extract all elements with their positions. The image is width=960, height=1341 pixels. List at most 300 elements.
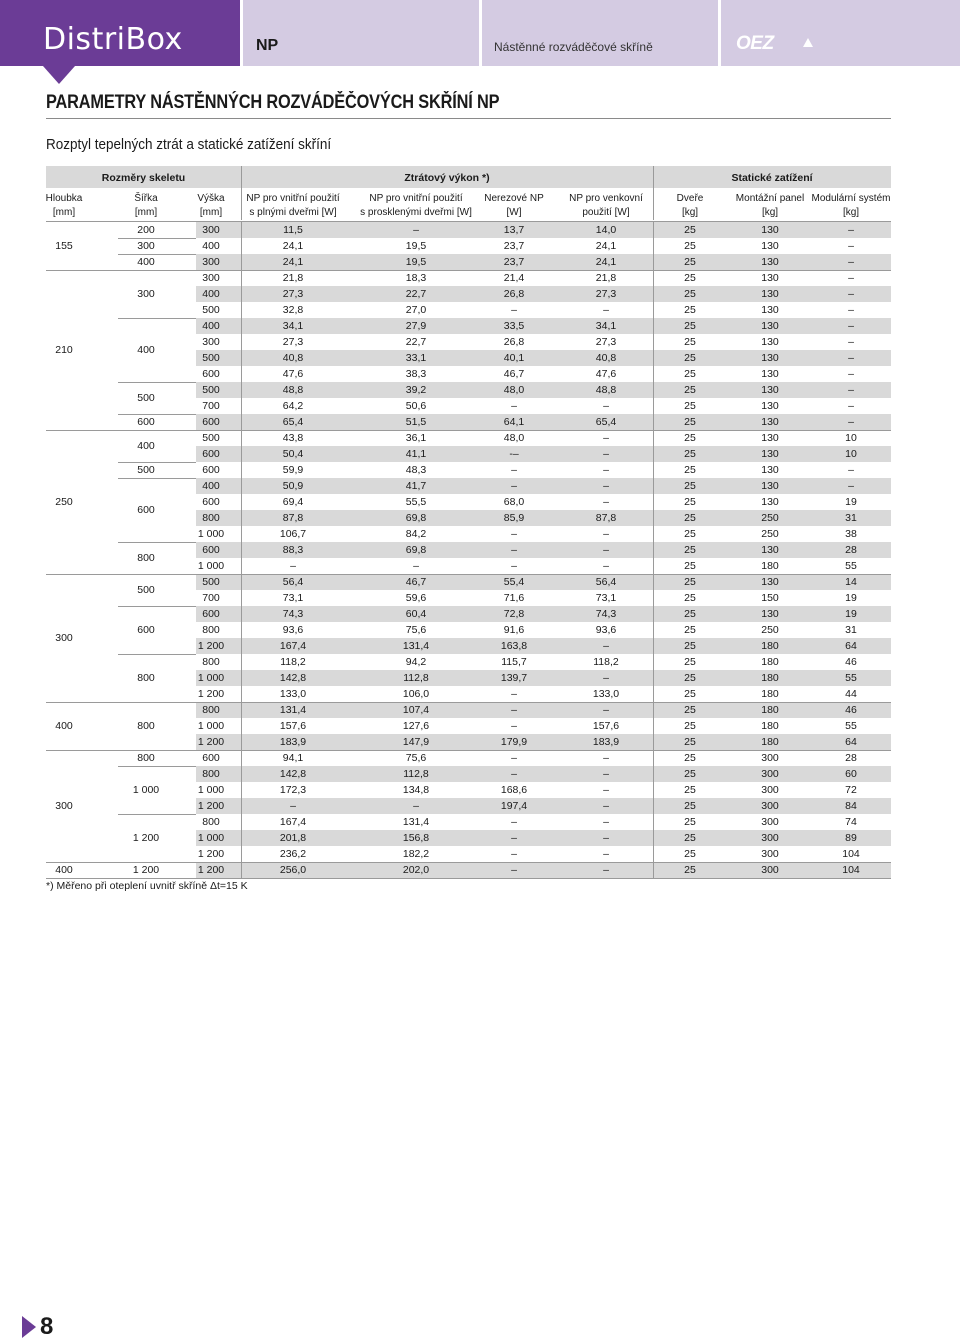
section-name: Nástěnné rozváděčové skříně <box>494 40 653 54</box>
logo-triangle-icon <box>803 38 813 47</box>
table-cell: 25 <box>684 320 696 332</box>
table-cell: 39,2 <box>405 384 427 396</box>
table-cell: – <box>511 544 517 556</box>
table-cell: 147,9 <box>402 736 430 748</box>
table-cell: 88,3 <box>282 544 304 556</box>
table-cell: – <box>511 864 517 876</box>
table-cell: – <box>603 544 609 556</box>
table-cell: 400 <box>202 240 220 252</box>
table-cell: 74 <box>845 816 857 828</box>
table-cell: 130 <box>761 272 779 284</box>
table-cell: – <box>603 784 609 796</box>
table-cell: 1 000 <box>197 560 225 572</box>
width-cell: 1 200 <box>132 864 160 876</box>
table-cell: 47,6 <box>282 368 304 380</box>
table-cell: 800 <box>202 768 220 780</box>
table-cell: 64,2 <box>282 400 304 412</box>
table-cell: 180 <box>761 736 779 748</box>
table-cell: 163,8 <box>500 640 528 652</box>
table-cell: 33,5 <box>503 320 525 332</box>
table-cell: 25 <box>684 672 696 684</box>
table-cell: 50,4 <box>282 448 304 460</box>
table-cell: – <box>848 304 854 316</box>
width-divider <box>118 318 196 319</box>
table-cell: 250 <box>761 528 779 540</box>
table-cell: 32,8 <box>282 304 304 316</box>
table-cell: 300 <box>761 800 779 812</box>
table-cell: – <box>603 480 609 492</box>
depth-divider <box>46 878 891 879</box>
table-cell: 84,2 <box>405 528 427 540</box>
table-cell: 179,9 <box>500 736 528 748</box>
column-header: Hloubka <box>45 193 83 204</box>
table-cell: 40,8 <box>595 352 617 364</box>
table-cell: – <box>848 288 854 300</box>
table-cell: 27,3 <box>595 336 617 348</box>
table-cell: 800 <box>202 512 220 524</box>
column-header: Nerezové NP <box>484 193 544 204</box>
table-cell: 600 <box>202 368 220 380</box>
title-rule <box>46 118 891 119</box>
table-cell: 800 <box>202 656 220 668</box>
width-cell: 600 <box>137 504 155 516</box>
width-divider <box>118 574 196 575</box>
product-block <box>243 0 479 66</box>
table-cell: – <box>848 400 854 412</box>
table-cell: 25 <box>684 704 696 716</box>
table-cell: 700 <box>202 400 220 412</box>
table-cell: 25 <box>684 480 696 492</box>
table-cell: 1 000 <box>197 832 225 844</box>
width-divider <box>118 606 196 607</box>
table-cell: – <box>603 848 609 860</box>
table-cell: 134,8 <box>402 784 430 796</box>
column-header: NP pro venkovní <box>569 193 643 204</box>
table-cell: 180 <box>761 640 779 652</box>
column-header: NP pro vnitřní použití <box>246 193 340 204</box>
row-shade <box>196 798 891 814</box>
table-cell: 130 <box>761 368 779 380</box>
width-cell: 300 <box>137 288 155 300</box>
table-cell: 130 <box>761 432 779 444</box>
table-cell: 91,6 <box>503 624 525 636</box>
width-divider <box>118 478 196 479</box>
table-cell: 68,0 <box>503 496 525 508</box>
table-cell: – <box>603 672 609 684</box>
table-cell: 51,5 <box>405 416 427 428</box>
depth-cell: 400 <box>55 720 73 732</box>
table-cell: – <box>511 752 517 764</box>
table-cell: – <box>848 464 854 476</box>
table-cell: 168,6 <box>500 784 528 796</box>
table-cell: 24,1 <box>595 240 617 252</box>
table-cell: 131,4 <box>402 640 430 652</box>
page-header <box>0 0 960 66</box>
width-cell: 800 <box>137 720 155 732</box>
table-cell: 183,9 <box>592 736 620 748</box>
table-cell: – <box>511 304 517 316</box>
table-cell: 800 <box>202 816 220 828</box>
brand-notch <box>43 66 75 84</box>
width-cell: 1 200 <box>132 832 160 844</box>
table-cell: 48,8 <box>595 384 617 396</box>
depth-cell: 300 <box>55 632 73 644</box>
table-cell: 93,6 <box>282 624 304 636</box>
width-divider <box>118 542 196 543</box>
table-cell: 10 <box>845 432 857 444</box>
table-cell: 48,3 <box>405 464 427 476</box>
table-cell: 131,4 <box>402 816 430 828</box>
table-cell: 69,8 <box>405 512 427 524</box>
table-cell: 41,7 <box>405 480 427 492</box>
column-header: [mm] <box>134 207 158 218</box>
table-cell: 130 <box>761 384 779 396</box>
width-cell: 800 <box>137 672 155 684</box>
table-cell: 1 200 <box>197 848 225 860</box>
table-cell: 600 <box>202 608 220 620</box>
depth-cell: 400 <box>55 864 73 876</box>
column-header: [kg] <box>761 207 779 218</box>
table-cell: 500 <box>202 384 220 396</box>
table-cell: – <box>511 560 517 572</box>
table-cell: 25 <box>684 256 696 268</box>
table-cell: 25 <box>684 800 696 812</box>
table-cell: 89 <box>845 832 857 844</box>
table-cell: 800 <box>202 624 220 636</box>
depth-cell: 210 <box>55 344 73 356</box>
table-cell: 118,2 <box>280 656 306 668</box>
logo-block <box>721 0 960 66</box>
table-cell: 180 <box>761 704 779 716</box>
width-divider <box>118 702 196 703</box>
table-cell: 10 <box>845 448 857 460</box>
column-divider <box>241 222 242 878</box>
column-header: Modulární systém <box>811 193 891 204</box>
table-cell: 130 <box>761 400 779 412</box>
table-cell: 72 <box>845 784 857 796</box>
table-cell: 71,6 <box>503 592 525 604</box>
table-cell: 27,3 <box>282 336 304 348</box>
table-cell: 600 <box>202 448 220 460</box>
table-cell: 19 <box>845 592 857 604</box>
table-cell: 22,7 <box>405 288 427 300</box>
width-divider <box>118 382 196 383</box>
table-cell: 25 <box>684 224 696 236</box>
table-cell: – <box>848 352 854 364</box>
table-cell: 41,1 <box>405 448 427 460</box>
table-cell: 31 <box>845 624 857 636</box>
table-cell: 94,1 <box>282 752 304 764</box>
table-cell: 250 <box>761 624 779 636</box>
table-cell: 65,4 <box>595 416 617 428</box>
table-cell: 115,7 <box>501 656 527 668</box>
table-cell: 19 <box>845 496 857 508</box>
table-cell: 23,7 <box>503 256 525 268</box>
table-cell: 48,8 <box>282 384 304 396</box>
table-cell: 106,0 <box>402 688 430 700</box>
table-cell: – <box>511 704 517 716</box>
table-cell: 14,0 <box>595 224 617 236</box>
table-cell: 27,0 <box>405 304 427 316</box>
table-cell: 46,7 <box>503 368 525 380</box>
width-divider <box>118 750 196 751</box>
table-cell: 130 <box>761 608 779 620</box>
table-cell: 600 <box>202 752 220 764</box>
table-cell: 21,8 <box>282 272 304 284</box>
column-header: [kg] <box>681 207 699 218</box>
table-cell: – <box>511 816 517 828</box>
table-cell: 167,4 <box>279 816 307 828</box>
table-cell: 24,1 <box>282 240 304 252</box>
table-cell: – <box>603 800 609 812</box>
depth-cell: 155 <box>55 240 73 252</box>
table-cell: 400 <box>202 288 220 300</box>
width-divider <box>118 766 196 767</box>
width-divider <box>118 270 196 271</box>
table-cell: 142,8 <box>279 768 307 780</box>
table-cell: -– <box>509 448 519 460</box>
table-cell: 1 200 <box>197 800 225 812</box>
table-cell: 300 <box>761 864 779 876</box>
table-cell: 300 <box>761 752 779 764</box>
table-cell: 400 <box>202 480 220 492</box>
table-cell: 74,3 <box>282 608 304 620</box>
table-cell: 1 200 <box>197 640 225 652</box>
product-name: NP <box>256 37 279 54</box>
table-cell: 106,7 <box>279 528 307 540</box>
table-cell: 25 <box>684 608 696 620</box>
table-cell: 21,4 <box>503 272 525 284</box>
table-cell: 59,9 <box>282 464 304 476</box>
table-cell: 197,4 <box>500 800 528 812</box>
page-number: 8 <box>40 1313 54 1340</box>
table-cell: 25 <box>684 304 696 316</box>
table-cell: 104 <box>842 864 860 876</box>
table-cell: 25 <box>684 352 696 364</box>
width-cell: 300 <box>137 240 155 252</box>
table-cell: 300 <box>761 848 779 860</box>
table-cell: 19 <box>845 608 857 620</box>
table-cell: 25 <box>684 384 696 396</box>
table-cell: 256,0 <box>279 864 307 876</box>
table-cell: 47,6 <box>595 368 617 380</box>
width-cell: 1 000 <box>132 784 160 796</box>
table-cell: 50,6 <box>405 400 427 412</box>
depth-cell: 250 <box>55 496 73 508</box>
table-cell: 27,9 <box>405 320 427 332</box>
column-header: použití [W] <box>582 207 630 218</box>
column-header: [mm] <box>199 207 223 218</box>
table-cell: 93,6 <box>595 624 617 636</box>
table-cell: 59,6 <box>405 592 427 604</box>
table-cell: – <box>413 800 419 812</box>
table-cell: 600 <box>202 416 220 428</box>
brand-block <box>0 0 240 66</box>
table-cell: 25 <box>684 848 696 860</box>
table-cell: 64,1 <box>503 416 525 428</box>
table-cell: – <box>511 768 517 780</box>
table-cell: 23,7 <box>503 240 525 252</box>
table-cell: – <box>603 496 609 508</box>
table-cell: 1 200 <box>197 864 225 876</box>
table-cell: 300 <box>761 768 779 780</box>
table-cell: – <box>511 832 517 844</box>
table-cell: 300 <box>202 224 220 236</box>
group-header: Ztrátový výkon *) <box>404 172 490 184</box>
table-cell: 139,7 <box>500 672 528 684</box>
table-cell: 112,8 <box>403 768 429 780</box>
table-cell: 19,5 <box>405 240 427 252</box>
table-cell: 38,3 <box>405 368 427 380</box>
table-cell: 40,8 <box>282 352 304 364</box>
table-footnote: *) Měřeno při oteplení uvnitř skříně Δt=15 K <box>46 880 248 892</box>
table-cell: 130 <box>761 576 779 588</box>
table-cell: 500 <box>202 304 220 316</box>
table-cell: 130 <box>761 496 779 508</box>
table-cell: – <box>848 384 854 396</box>
table-cell: 500 <box>202 352 220 364</box>
table-cell: 1 000 <box>197 720 225 732</box>
table-cell: 130 <box>761 480 779 492</box>
table-cell: 43,8 <box>282 432 304 444</box>
table-cell: 300 <box>761 816 779 828</box>
table-cell: – <box>603 768 609 780</box>
table-cell: 18,3 <box>405 272 427 284</box>
table-cell: 300 <box>202 256 220 268</box>
group-header: Statické zatížení <box>731 172 813 184</box>
table-cell: 1 200 <box>197 736 225 748</box>
table-cell: 24,1 <box>595 256 617 268</box>
table-cell: – <box>511 720 517 732</box>
width-divider <box>118 814 196 815</box>
table-cell: 250 <box>761 512 779 524</box>
table-cell: 700 <box>202 592 220 604</box>
table-cell: 48,0 <box>503 384 525 396</box>
table-cell: 19,5 <box>405 256 427 268</box>
table-cell: 180 <box>761 688 779 700</box>
table-cell: 180 <box>761 656 779 668</box>
table-cell: 600 <box>202 544 220 556</box>
table-cell: – <box>603 816 609 828</box>
brand-name: DistriBox <box>43 22 183 57</box>
section-block <box>482 0 718 66</box>
header-bottom-rule <box>46 221 891 222</box>
table-cell: 25 <box>684 656 696 668</box>
table-cell: 25 <box>684 464 696 476</box>
table-cell: 25 <box>684 864 696 876</box>
table-cell: 73,1 <box>595 592 617 604</box>
table-cell: 130 <box>761 304 779 316</box>
width-cell: 800 <box>137 552 155 564</box>
table-cell: 167,4 <box>279 640 307 652</box>
table-cell: – <box>603 464 609 476</box>
table-cell: 28 <box>845 752 857 764</box>
table-cell: 25 <box>684 816 696 828</box>
table-cell: 56,4 <box>595 576 617 588</box>
table-cell: – <box>603 704 609 716</box>
width-divider <box>118 862 196 863</box>
table-cell: 201,8 <box>279 832 307 844</box>
table-cell: 104 <box>842 848 860 860</box>
depth-cell: 300 <box>55 800 73 812</box>
table-cell: 133,0 <box>592 688 620 700</box>
table-cell: – <box>603 752 609 764</box>
table-cell: 85,9 <box>503 512 525 524</box>
table-cell: 25 <box>684 576 696 588</box>
table-cell: 236,2 <box>279 848 307 860</box>
table-cell: 44 <box>845 688 857 700</box>
table-cell: 22,7 <box>405 336 427 348</box>
table-cell: 55 <box>845 720 857 732</box>
width-cell: 500 <box>137 464 155 476</box>
table-cell: 48,0 <box>503 432 525 444</box>
table-cell: 87,8 <box>282 512 304 524</box>
table-cell: 1 000 <box>197 528 225 540</box>
width-divider <box>118 654 196 655</box>
table-cell: 25 <box>684 624 696 636</box>
width-cell: 500 <box>137 392 155 404</box>
table-cell: 800 <box>202 704 220 716</box>
table-cell: 1 000 <box>197 784 225 796</box>
table-cell: 64 <box>845 736 857 748</box>
table-cell: 46,7 <box>405 576 427 588</box>
table-cell: – <box>511 400 517 412</box>
table-cell: 25 <box>684 544 696 556</box>
table-cell: – <box>848 240 854 252</box>
table-cell: 127,6 <box>402 720 430 732</box>
table-cell: 64 <box>845 640 857 652</box>
table-cell: 55 <box>845 560 857 572</box>
table-cell: 25 <box>684 768 696 780</box>
table-cell: 130 <box>761 224 779 236</box>
table-cell: 69,8 <box>405 544 427 556</box>
table-cell: 25 <box>684 512 696 524</box>
table-cell: – <box>290 800 296 812</box>
table-cell: 31 <box>845 512 857 524</box>
table-cell: 55 <box>845 672 857 684</box>
table-cell: – <box>413 224 419 236</box>
table-cell: 84 <box>845 800 857 812</box>
table-cell: 46 <box>845 656 857 668</box>
page-subtitle: Rozptyl tepelných ztrát a statické zatížení skříní <box>46 136 332 153</box>
table-cell: – <box>603 560 609 572</box>
table-cell: 13,7 <box>503 224 525 236</box>
table-cell: 130 <box>761 320 779 332</box>
column-header: [W] <box>506 207 522 218</box>
table-cell: 50,9 <box>282 480 304 492</box>
table-cell: 33,1 <box>405 352 427 364</box>
table-cell: 60 <box>845 768 857 780</box>
table-cell: 25 <box>684 560 696 572</box>
table-cell: 25 <box>684 720 696 732</box>
page-marker-icon <box>22 1316 36 1338</box>
column-divider <box>653 222 654 878</box>
width-cell: 800 <box>137 752 155 764</box>
table-cell: – <box>511 528 517 540</box>
table-cell: 130 <box>761 288 779 300</box>
table-cell: 87,8 <box>595 512 617 524</box>
table-cell: 36,1 <box>405 432 427 444</box>
table-cell: 56,4 <box>282 576 304 588</box>
table-cell: 28 <box>845 544 857 556</box>
width-divider <box>118 254 196 255</box>
table-cell: 112,8 <box>403 672 429 684</box>
width-cell: 400 <box>137 256 155 268</box>
table-cell: 74,3 <box>595 608 617 620</box>
table-cell: 180 <box>761 720 779 732</box>
table-cell: – <box>603 528 609 540</box>
table-cell: 69,4 <box>282 496 304 508</box>
